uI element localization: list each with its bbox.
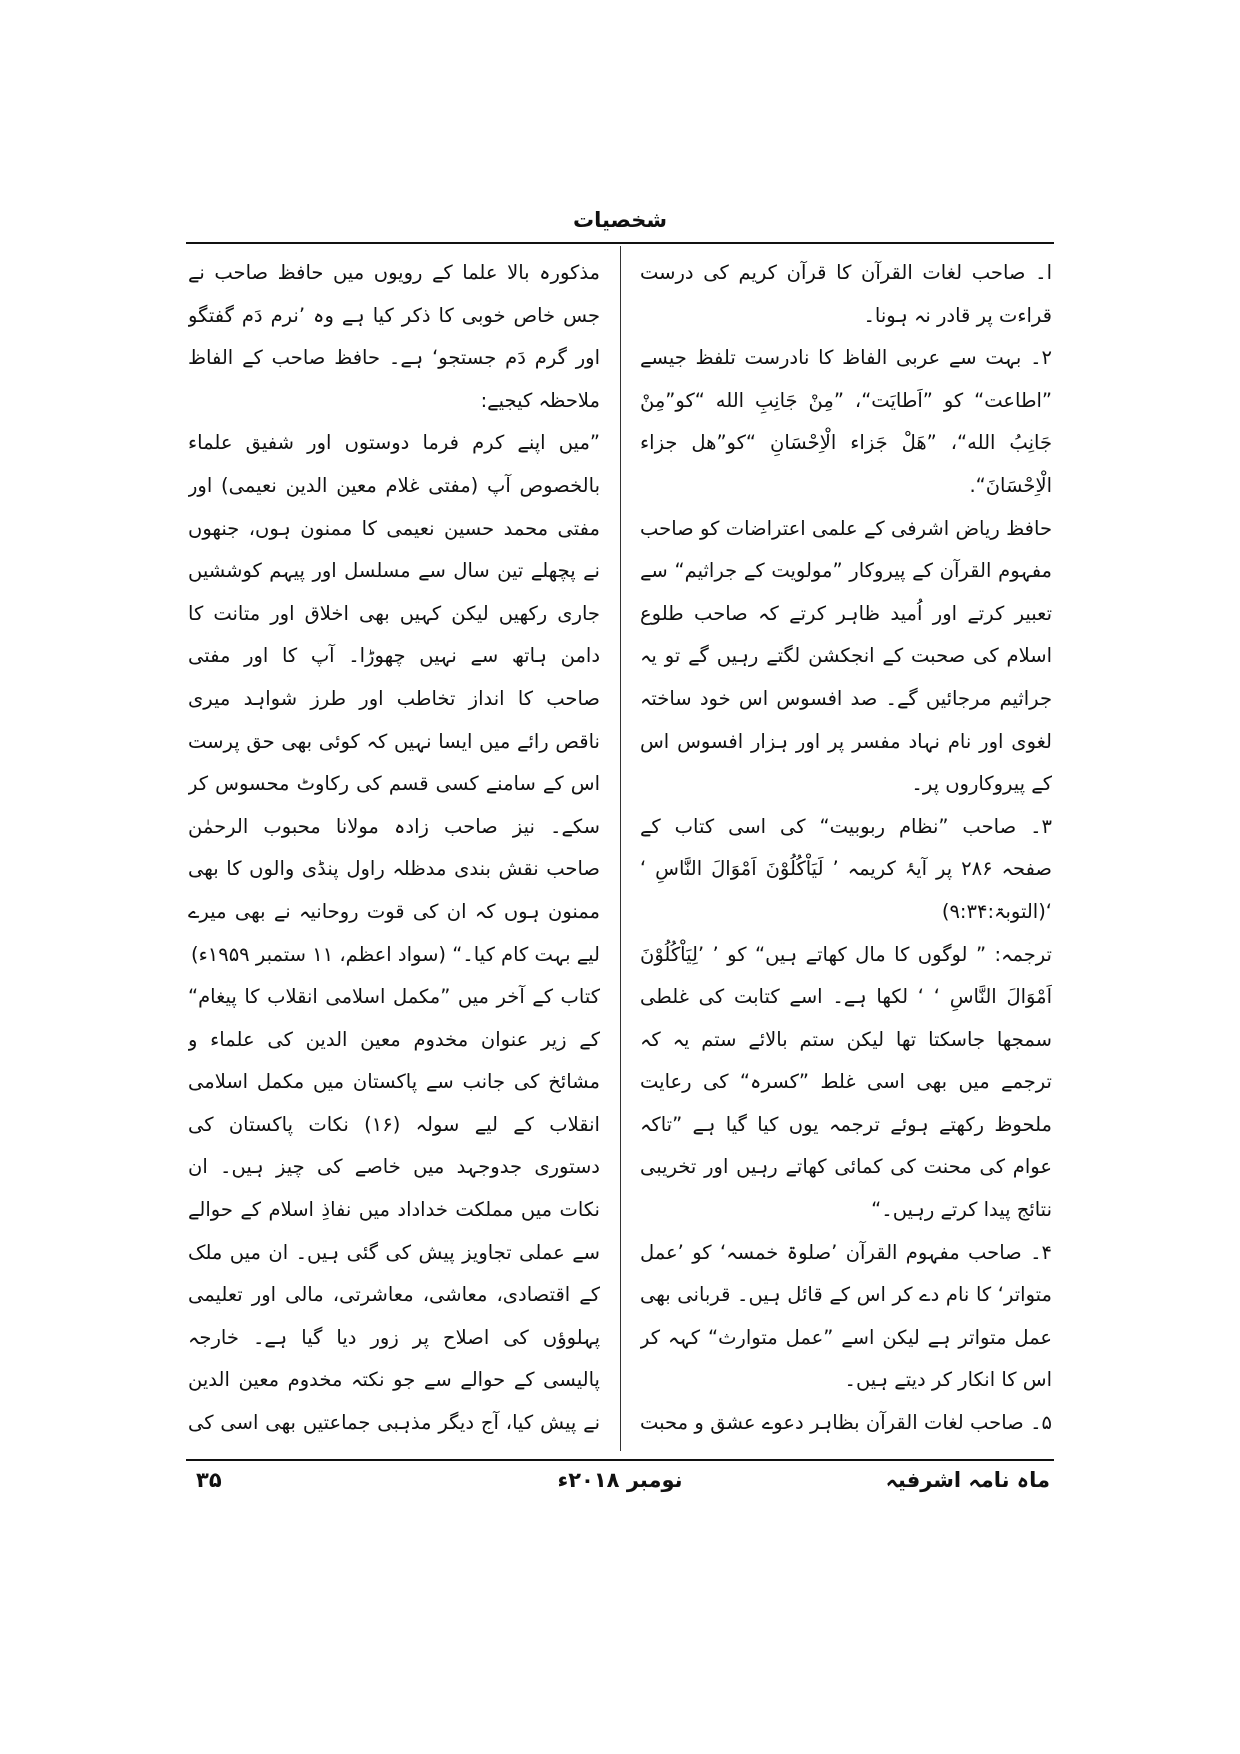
column-separator <box>620 246 621 1451</box>
issue-date: نومبر ۲۰۱۸ء <box>557 1468 683 1492</box>
section-title: شخصیات <box>572 208 668 232</box>
paragraph: ۲۔ بہت سے عربی الفاظ کا نادرست تلفظ جیسے ”اطاعت“ کو ”اَطایَت“، ”مِنْ جَانِبِ الله “کو”مِنْ جَانِبُ الله“، ”هَلْ جَزاء الْاِحْسَانِ “کو”هل جزاء الْاِحْسَانَ“. <box>640 346 1052 497</box>
paragraph: کتاب کے آخر میں ”مکمل اسلامی انقلاب کا پیغام“ کے زیر عنوان مخدوم معین الدین کی علماء و مشائخ کی جانب سے پاکستان میں مکمل اسلامی انقلاب کے لیے سولہ (۱۶) نکات پاکستان کی دستوری جدوجہد میں خاصے کی چیز ہیں۔ ان نکات میں مملکت خداداد میں نفاذِ اسلام کے حوالے سے عملی تجاویز پیش کی گئی ہیں۔ ان میں ملک کے اقتصادی، معاشی، معاشرتی، مالی اور تعلیمی پہلوؤں کی اصلاح پر زور دیا گیا ہے۔ خارجہ پالیسی کے حوالے سے جو نکتہ مخدوم معین الدین نے پیش کیا، آج دیگر مذہبی جماعتیں بھی اسی کی <box>188 985 600 1435</box>
paragraph: ”میں اپنے کرم فرما دوستوں اور شفیق علماء بالخصوص آپ (مفتی غلام معین الدین نعیمی) اور مفتی محمد حسین نعیمی کا ممنون ہوں، جنھوں نے پچھلے تین سال سے مسلسل اور پیہم کوششیں جاری رکھیں لیکن کہیں بھی اخلاق اور متانت کا دامن ہاتھ سے نہیں چھوڑا۔ آپ کا اور مفتی صاحب کا انداز تخاطب اور طرز شواہد میری ناقص رائے میں ایسا نہیں کہ کوئی بھی حق پرست اس کے سامنے کسی قسم کی رکاوٹ محسوس کر سکے۔ نیز صاحب زادہ مولانا محبوب الرحمٰن صاحب نقش بندی مدظلہ راول پنڈی والوں کا بھی ممنون ہوں کہ ان کی قوت روحانیہ نے بھی میرے لیے بہت کام کیا۔“ (سواد اعظم، ۱۱ ستمبر ۱۹۵۹ء) <box>188 431 600 966</box>
paragraph: ۵۔ صاحب لغات القرآن بظاہر دعوے عشق و محبت <box>640 1411 1052 1435</box>
magazine-name: ماہ نامہ اشرفیہ <box>885 1468 1050 1492</box>
left-column <box>188 252 600 1448</box>
paragraph: ترجمہ: ” لوگوں کا مال کھاتے ہیں“ کو ’ ’لِیَاْکُلُوْنَ اَمْوَالَ النَّاسِ ‘ ‘ لکھا ہے۔ اسے کتابت کی غلطی سمجھا جاسکتا تھا لیکن ستم بالائے ستم یہ کہ ترجمے میں بھی اسی غلط ”کسرہ“ کی رعایت ملحوظ رکھتے ہوئے ترجمہ یوں کیا گیا ہے ”تاکہ عوام کی محنت کی کمائی کھاتے رہیں اور تخریبی نتائج پیدا کرتے رہیں۔“ <box>640 942 1052 1222</box>
paragraph: ۳۔ صاحب ”نظام ربوبیت“ کی اسی کتاب کے صفحہ ۲۸۶ پر آیۂ کریمہ ’ لَیَاْکُلُوْنَ اَمْوَالَ النَّاسِ ‘ ‘(التوبۃ:۹:۳۴) <box>640 814 1052 923</box>
footer-rule <box>186 1459 1054 1461</box>
paragraph: ۴۔ صاحب مفہوم القرآن ’صلوۃ خمسہ‘ کو ’عمل متواتر‘ کا نام دے کر اس کے قائل ہیں۔ قربانی بھی عمل متواتر ہے لیکن اسے ”عمل متوارث“ کہہ کر اس کا انکار کر دیتے ہیں۔ <box>640 1240 1052 1392</box>
right-column <box>640 252 1052 1448</box>
header-rule <box>186 242 1054 244</box>
paragraph: ا۔ صاحب لغات القرآن کا قرآن کریم کی درست قراءت پر قادر نہ ہونا۔ <box>640 261 1052 327</box>
paragraph: مذکورہ بالا علما کے رویوں میں حافظ صاحب نے جس خاص خوبی کا ذکر کیا ہے وہ ’نرم دَم گفتگو اور گرم دَم جستجو‘ ہے۔ حافظ صاحب کے الفاظ ملاحظہ کیجیے: <box>188 261 600 412</box>
page-number: ۳۵ <box>196 1468 222 1492</box>
paragraph: حافظ ریاض اشرفی کے علمی اعتراضات کو صاحب مفہوم القرآن کے پیروکار ”مولویت کے جراثیم“ سے تعبیر کرتے اور اُمید ظاہر کرتے کہ صاحب طلوع اسلام کی صحبت کے انجکشن لگتے رہیں گے تو یہ جراثیم مرجائیں گے۔ صد افسوس اس خود ساختہ لغوی اور نام نہاد مفسر پر اور ہزار افسوس اس کے پیروکاروں پر۔ <box>640 516 1052 796</box>
